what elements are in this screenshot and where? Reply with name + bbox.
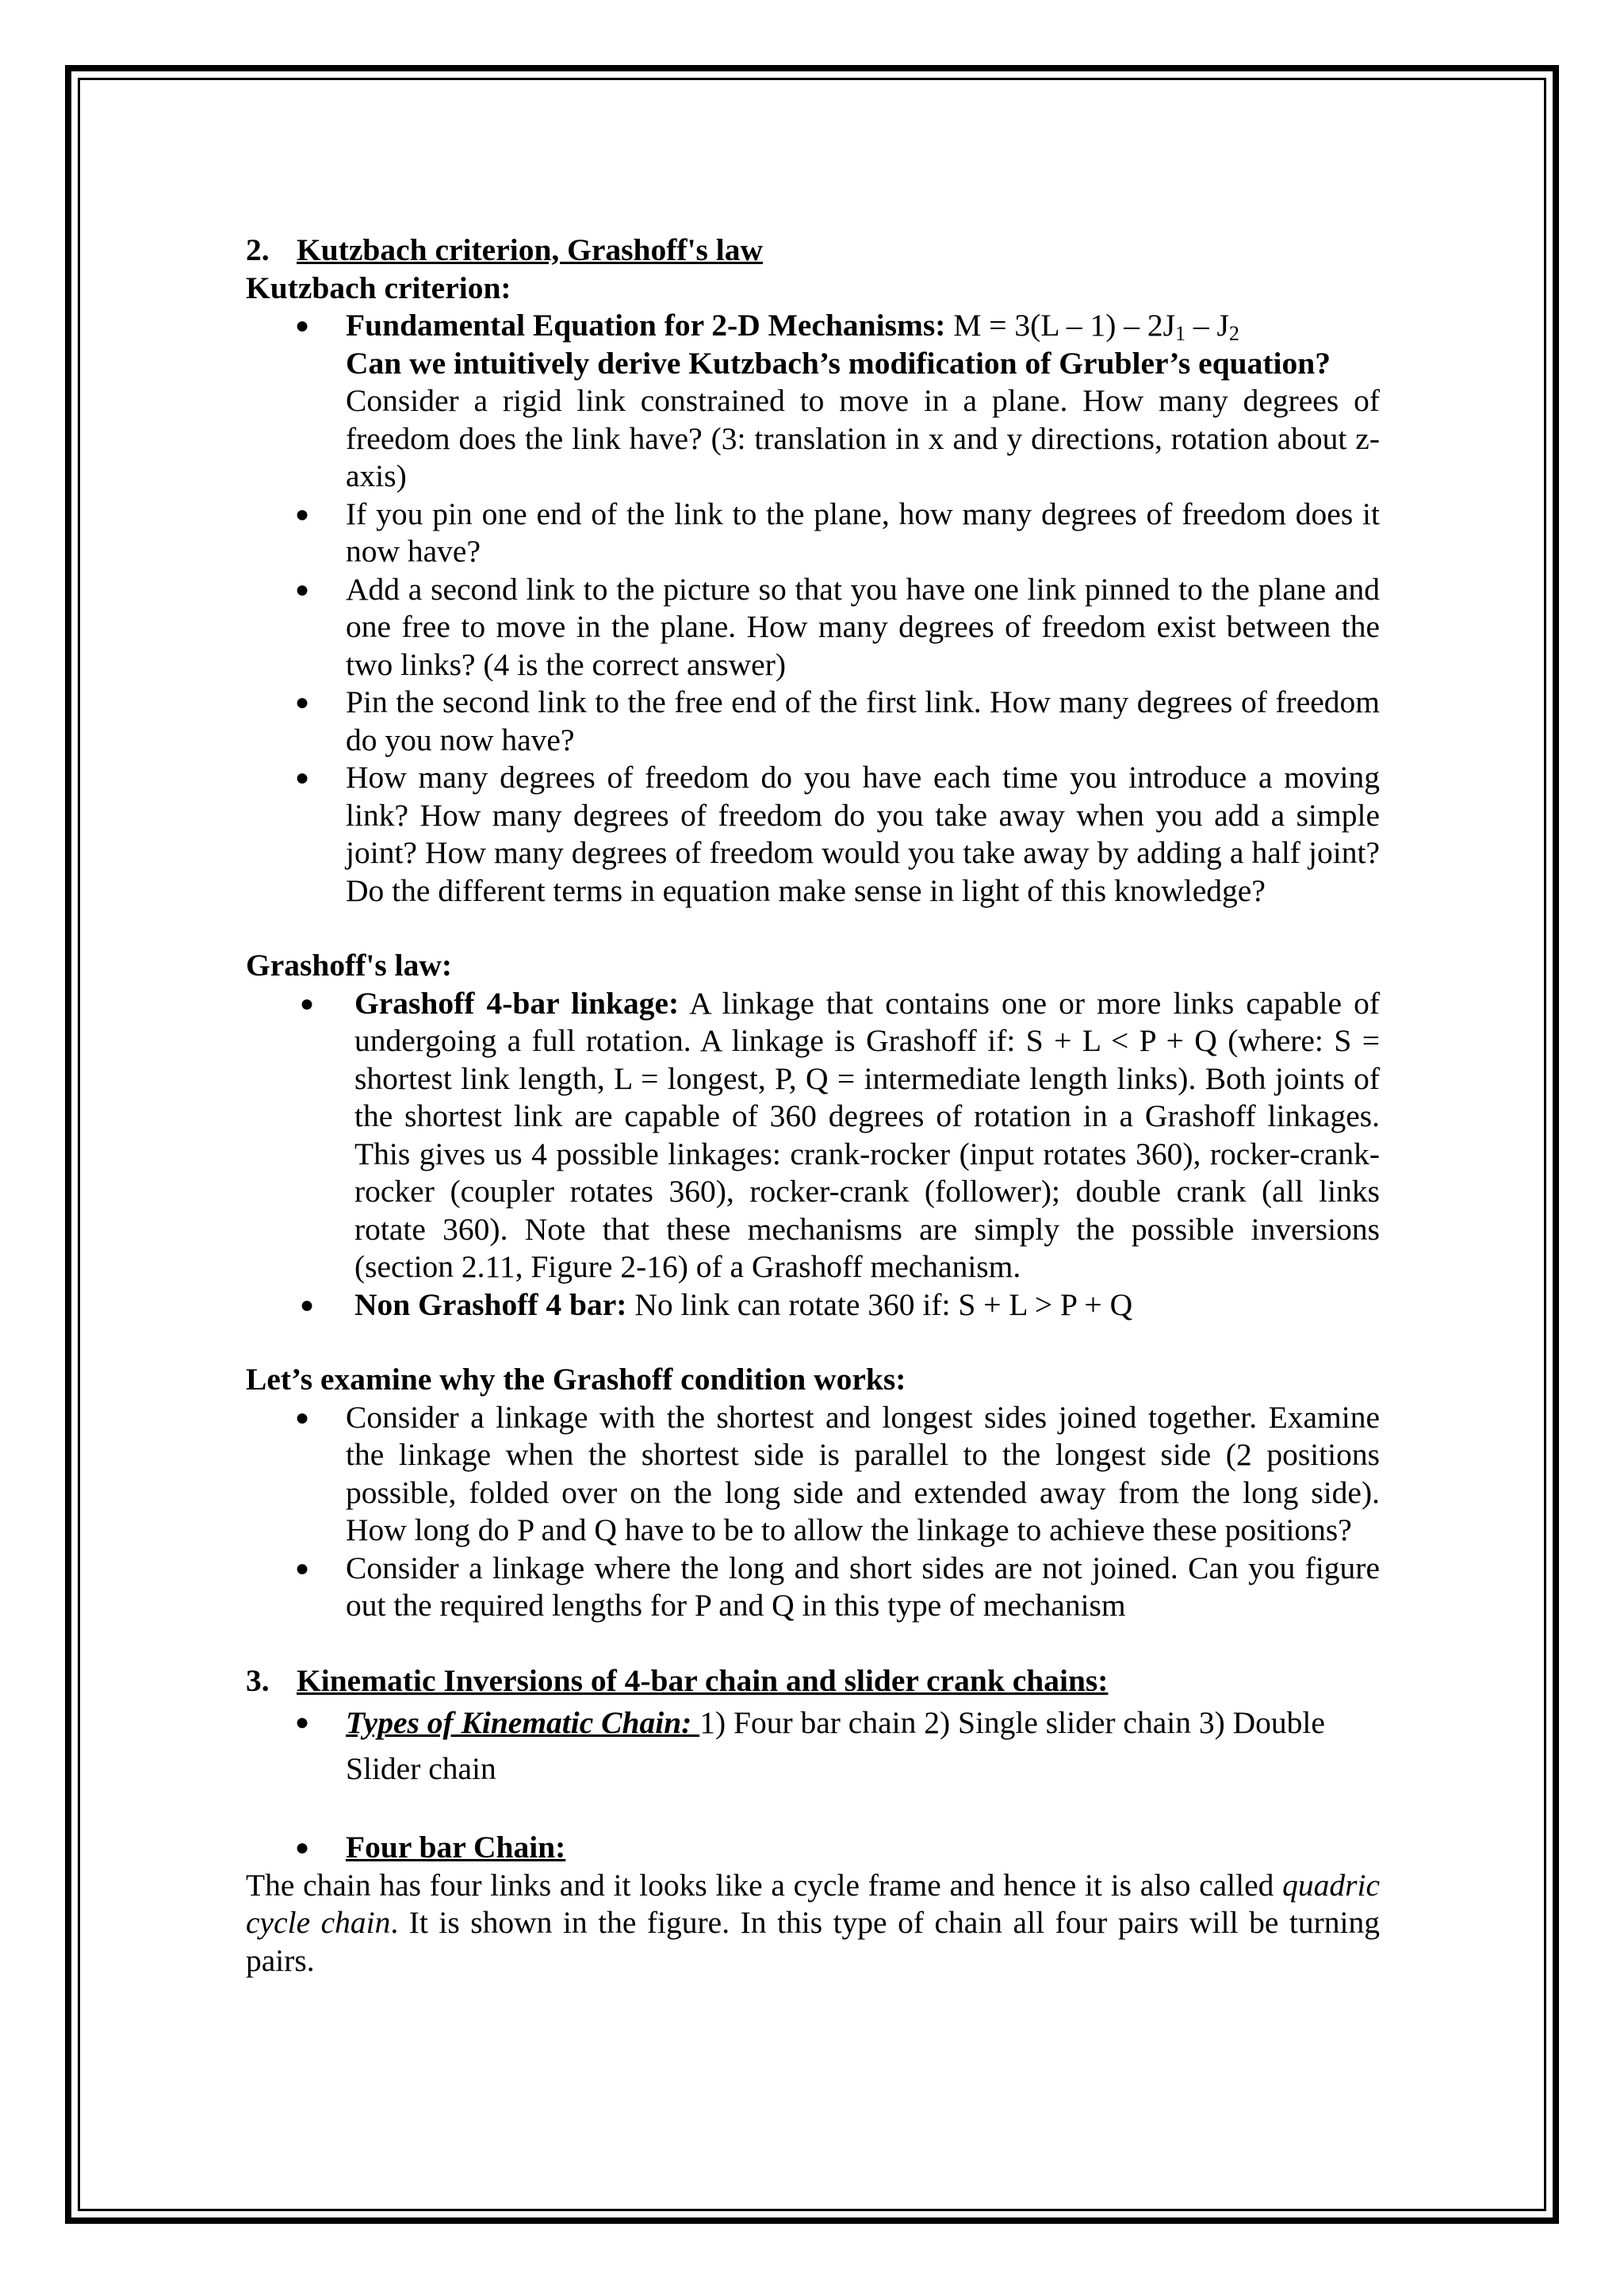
list-item bbox=[246, 496, 1380, 571]
bullet-icon: ● bbox=[300, 990, 315, 1017]
term-label: Types of Kinematic Chain: bbox=[346, 1705, 700, 1740]
section-3-list bbox=[246, 1829, 1380, 1867]
equation-sub: 1 bbox=[1175, 322, 1186, 345]
paragraph-text: A linkage that contains one or more links capable of undergoing a full rotation. A linkage is Grashoff if: S + L < P + Q (where: S = shortest link length, L = longest, P, Q = intermediate length links). Both joints of the shortest link are capable of 360 degrees of rotation in a Grashoff linkages. This gives us 4 possible linkages: crank-rocker (input rotates 360), rocker-crank-rocker (coupler rotates 360), rocker-crank (follower); double crank (all links rotate 360). Note that these mechanisms are simply the possible inversions (section 2.11, Figure 2-16) of a Grashoff mechanism. bbox=[354, 985, 1381, 1284]
kutzbach-list bbox=[246, 307, 1380, 910]
paragraph-text: . It is shown in the figure. In this type of chain all four pairs will be turning pairs. bbox=[246, 1905, 1381, 1978]
spacer bbox=[246, 1792, 1380, 1829]
bullet-icon: ● bbox=[295, 1834, 310, 1861]
term-label: Non Grashoff 4 bar: bbox=[354, 1286, 627, 1322]
examine-list bbox=[246, 1399, 1380, 1625]
four-bar-paragraph bbox=[246, 1867, 1380, 1980]
list-item bbox=[246, 985, 1380, 1286]
equation-main: M = 3(L – 1) – 2J bbox=[945, 308, 1176, 343]
paragraph-text: No link can rotate 360 if: S + L > P + Q bbox=[626, 1286, 1133, 1322]
italic-term: quadric cycle chain bbox=[246, 1867, 1380, 1940]
spacer bbox=[246, 1324, 1380, 1361]
bullet-icon: ● bbox=[295, 312, 310, 339]
list-item bbox=[246, 1399, 1380, 1550]
equation-sub: 2 bbox=[1228, 322, 1239, 345]
section-number: 3. bbox=[246, 1662, 270, 1698]
list-item bbox=[246, 307, 1380, 496]
list-item bbox=[246, 571, 1380, 684]
section-2-heading bbox=[246, 232, 1380, 270]
section-3-list bbox=[246, 1700, 1380, 1792]
list-item bbox=[246, 1829, 1380, 1867]
equation-mid: – J bbox=[1185, 308, 1229, 343]
paragraph-text: The chain has four links and it looks like a cycle frame and hence it is also called bbox=[246, 1867, 1283, 1903]
bullet-icon: ● bbox=[295, 500, 310, 527]
list-item bbox=[246, 1700, 1380, 1792]
paragraph-text: Add a second link to the picture so that you have one link pinned to the plane and one free to move in the plane. How many degrees of freedom exist between the two links? (4 is the correct answer) bbox=[346, 571, 1380, 682]
paragraph-text: If you pin one end of the link to the plane, how many degrees of freedom does it now have? bbox=[346, 496, 1380, 569]
document-body bbox=[246, 232, 1380, 1980]
list-item bbox=[246, 1550, 1380, 1625]
section-title: Kinematic Inversions of 4-bar chain and slider crank chains: bbox=[297, 1662, 1109, 1698]
section-number: 2. bbox=[246, 232, 270, 267]
paragraph-text: Consider a rigid link constrained to move in a plane. How many degrees of freedom does the link have? (3: translation in x and y directions, rotation about z-axis) bbox=[346, 383, 1380, 493]
bullet-icon: ● bbox=[300, 1291, 315, 1318]
grashoff-heading: Grashoff's law: bbox=[246, 948, 453, 983]
section-3-heading bbox=[246, 1662, 1380, 1700]
term-label: Four bar Chain: bbox=[346, 1830, 566, 1865]
paragraph-text: Pin the second link to the free end of the first link. How many degrees of freedom do you now have? bbox=[346, 684, 1380, 757]
examine-heading: Let’s examine why the Grashoff condition works: bbox=[246, 1362, 906, 1397]
list-item bbox=[246, 1286, 1380, 1324]
spacer bbox=[246, 1625, 1380, 1662]
list-item bbox=[246, 759, 1380, 910]
kutzbach-heading: Kutzbach criterion: bbox=[246, 270, 511, 305]
list-item bbox=[246, 684, 1380, 759]
bullet-icon: ● bbox=[295, 1404, 310, 1431]
spacer bbox=[246, 910, 1380, 947]
bullet-icon: ● bbox=[295, 576, 310, 603]
question-text: Can we intuitively derive Kutzbach’s modification of Grubler’s equation? bbox=[346, 345, 1331, 381]
paragraph-text: Consider a linkage where the long and short sides are not joined. Can you figure out the required lengths for P and Q in this type of mechanism bbox=[346, 1550, 1380, 1623]
bullet-icon: ● bbox=[295, 765, 310, 791]
grashoff-list bbox=[246, 985, 1380, 1324]
paragraph-text: How many degrees of freedom do you have each time you introduce a moving link? How many degrees of freedom do you take away when you add a simple joint? How many degrees of freedom would you take away by adding a half joint? Do the different terms in equation make sense in light of this knowledge? bbox=[346, 760, 1380, 908]
bullet-icon: ● bbox=[295, 1709, 310, 1735]
bullet-icon: ● bbox=[295, 689, 310, 715]
bullet-icon: ● bbox=[295, 1554, 310, 1581]
term-label: Grashoff 4-bar linkage: bbox=[354, 985, 680, 1021]
paragraph-text: 1) Four bar chain 2) Single slider chain 3) Double Slider chain bbox=[346, 1705, 1325, 1786]
section-title: Kutzbach criterion, Grashoff's law bbox=[297, 232, 764, 267]
equation-label: Fundamental Equation for 2-D Mechanisms: bbox=[346, 308, 946, 343]
paragraph-text: Consider a linkage with the shortest and longest sides joined together. Examine the linkage when the shortest side is parallel to the longest side (2 positions possible, folded over on the long side and extended away from the long side). How long do P and Q have to be to allow the linkage to achieve these positions? bbox=[346, 1399, 1380, 1547]
